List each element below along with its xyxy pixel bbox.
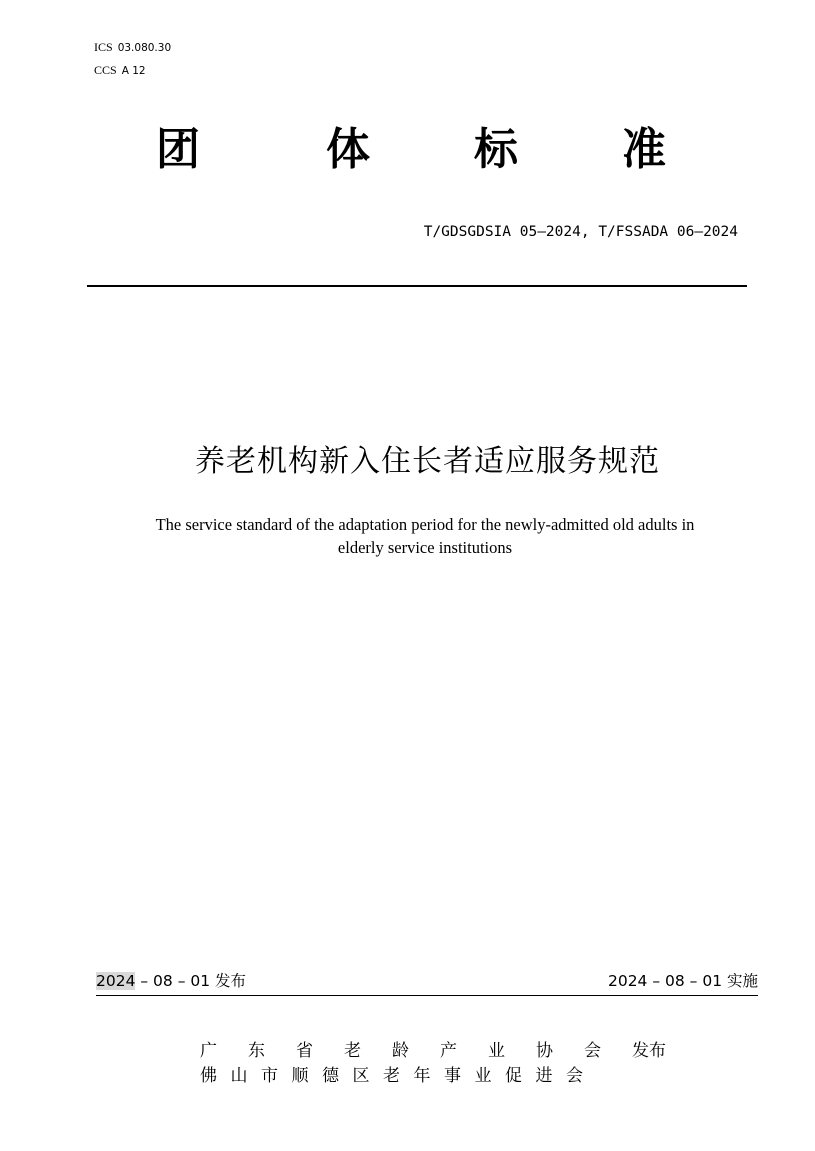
heading-char-3: 标 <box>474 124 518 175</box>
publisher-1-char: 广 <box>200 1041 217 1061</box>
heading-char-1: 团 <box>156 124 200 175</box>
publisher-org-2 <box>200 1065 597 1087</box>
publisher-2-char: 事 <box>444 1066 461 1086</box>
header-divider <box>87 285 747 287</box>
publisher-org-1 <box>200 1040 666 1062</box>
ics-value: 03.080.30 <box>117 42 172 54</box>
publisher-1-char: 老 <box>344 1041 361 1061</box>
publish-date-rest: – 08 – 01 发布 <box>135 972 247 990</box>
publisher-2-char: 顺 <box>291 1066 309 1086</box>
title-english-line-1: The service standard of the adaptation period for the newly-admitted old adults in <box>155 515 695 534</box>
standard-number: T/GDSGDSIA 05—2024, T/FSSADA 06—2024 <box>423 224 738 240</box>
publisher-2-char: 会 <box>566 1066 583 1086</box>
title-english-line-2: elderly service institutions <box>337 538 513 557</box>
ccs-code <box>94 63 146 78</box>
publisher-2-char: 市 <box>261 1066 278 1086</box>
heading-char-4: 准 <box>622 124 666 175</box>
publisher-2-char: 业 <box>474 1066 492 1086</box>
publish-date-year-highlight[interactable]: 2024 <box>96 972 136 990</box>
ics-code <box>94 40 171 55</box>
publisher-1-char: 业 <box>488 1041 505 1061</box>
publisher-2-char: 佛 <box>200 1066 217 1086</box>
publisher-2-char: 德 <box>322 1066 339 1086</box>
publisher-1-char: 产 <box>440 1041 457 1061</box>
title-chinese: 养老机构新入住长者适应服务规范 <box>195 444 660 479</box>
publisher-2-char: 区 <box>352 1066 370 1086</box>
publisher-2-char: 促 <box>505 1066 522 1086</box>
publisher-2-char: 山 <box>230 1066 248 1086</box>
footer-divider <box>96 995 758 996</box>
publisher-2-char: 进 <box>535 1066 553 1086</box>
publisher-1-char: 会 <box>584 1041 601 1061</box>
heading-char-2: 体 <box>326 124 370 175</box>
ccs-value: A 12 <box>121 65 146 77</box>
publisher-2-char: 年 <box>413 1066 431 1086</box>
publisher-2-char: 老 <box>383 1066 400 1086</box>
ccs-label: CCS <box>94 63 117 77</box>
publisher-1-char: 东 <box>248 1041 265 1061</box>
publish-suffix: 发布 <box>632 1041 666 1061</box>
publish-date <box>96 970 246 992</box>
publisher-1-char: 龄 <box>392 1041 409 1061</box>
publisher-1-char: 省 <box>296 1041 313 1061</box>
implement-date: 2024 – 08 – 01 实施 <box>607 972 758 990</box>
publisher-1-char: 协 <box>536 1041 553 1061</box>
ics-label: ICS <box>94 40 113 54</box>
title-english <box>90 513 760 559</box>
